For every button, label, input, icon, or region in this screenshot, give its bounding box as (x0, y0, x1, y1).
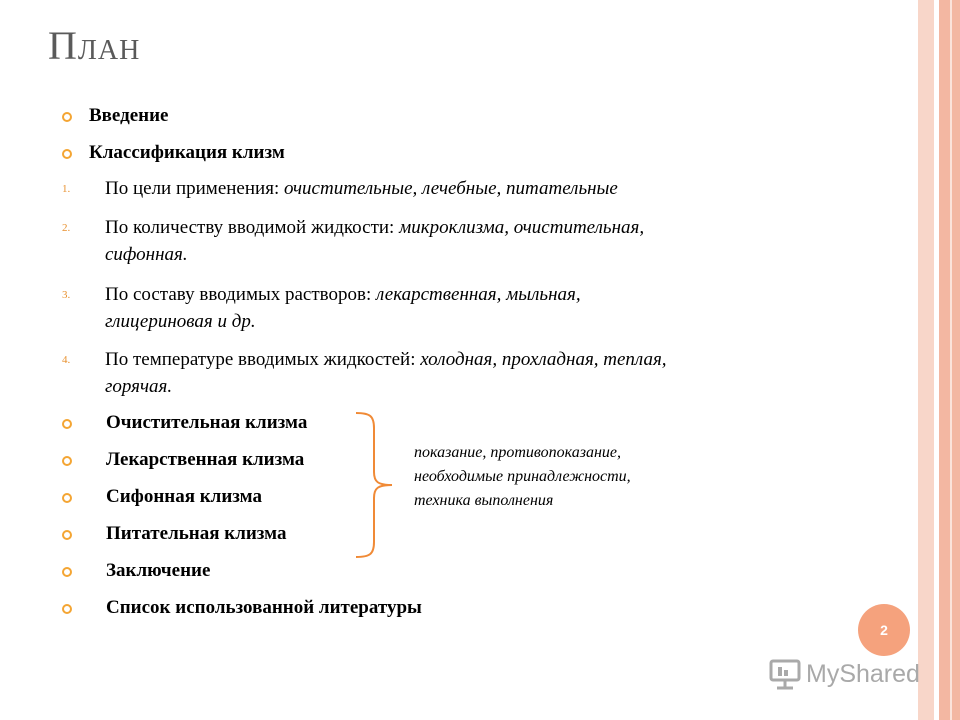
sub4-italic: холодная, прохладная, теплая, (420, 349, 667, 370)
slide-number-badge: 2 (858, 604, 910, 656)
bullet-icon (62, 604, 72, 614)
list-item-sub3 (105, 281, 581, 335)
watermark-text: MyShared (806, 659, 920, 688)
list-item-nutritional: Питательная клизма (106, 523, 287, 544)
list-item-conclusion: Заключение (106, 560, 211, 581)
bullet-icon (62, 112, 72, 122)
note-line: необходимые принадлежности, (414, 468, 631, 485)
sub1-text: По цели применения: (105, 178, 284, 199)
bullet-icon (62, 493, 72, 503)
sub3-italic-cont: глицериновая и др. (105, 311, 256, 332)
list-item-intro: Введение (89, 105, 169, 126)
list-item-siphon: Сифонная клизма (106, 486, 262, 507)
list-item-sub1 (105, 175, 618, 202)
sub4-text: По температуре вводимых жидкостей: (105, 349, 421, 370)
list-number: 4. (62, 354, 71, 366)
list-item-classification: Классификация клизм (89, 142, 285, 163)
list-item-sub4 (105, 346, 667, 400)
bullet-icon (62, 456, 72, 466)
note-line: показание, противопоказание, (414, 444, 622, 461)
stripe (918, 0, 934, 720)
sub2-text: По количеству вводимой жидкости: (105, 217, 400, 238)
presentation-icon (768, 658, 802, 690)
list-item-cleansing: Очистительная клизма (106, 412, 308, 433)
page-title: План (48, 23, 141, 68)
sub4-italic-cont: горячая. (105, 376, 173, 397)
sub3-italic: лекарственная, мыльная, (376, 284, 581, 305)
watermark-logo (768, 656, 920, 692)
list-item-sub2 (105, 214, 644, 268)
bullet-icon (62, 419, 72, 429)
list-item-medicinal: Лекарственная клизма (106, 449, 305, 470)
list-number: 2. (62, 222, 71, 234)
list-number: 1. (62, 183, 71, 195)
sub1-italic: очистительные, лечебные, питательные (283, 178, 618, 199)
brace-note (414, 441, 631, 513)
stripe (950, 0, 952, 720)
bullet-icon (62, 567, 72, 577)
list-number: 3. (62, 289, 71, 301)
sub2-italic: микроклизма, очистительная, (399, 217, 645, 238)
sub2-italic-cont: сифонная. (105, 244, 188, 265)
curly-brace (352, 410, 398, 560)
list-item-references: Список использованной литературы (106, 597, 422, 618)
bullet-icon (62, 149, 72, 159)
note-line: техника выполнения (414, 492, 554, 509)
sub3-text: По составу вводимых растворов: (105, 284, 377, 305)
bullet-icon (62, 530, 72, 540)
decorative-stripes (918, 0, 960, 720)
